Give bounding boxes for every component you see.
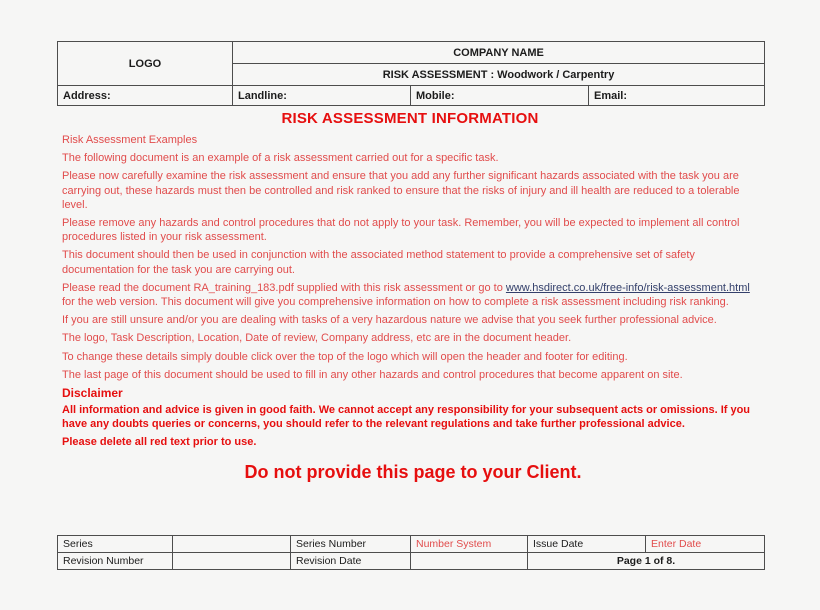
link-paragraph-after: for the web version. This document will give you comprehensive information on how to complete a risk assessment including risk ranking. <box>62 296 729 309</box>
page-title: RISK ASSESSMENT INFORMATION <box>281 110 539 127</box>
risk-assessment-link[interactable]: www.hsdirect.co.uk/free-info/risk-assessment.html <box>505 281 750 294</box>
revision-date-label: Revision Date <box>291 553 411 570</box>
revision-number-value-cell <box>173 553 291 570</box>
series-number-label: Series Number <box>291 536 411 553</box>
email-field-label: Email: <box>589 86 765 106</box>
landline-field-label: Landline: <box>233 86 411 106</box>
disclaimer-text: All information and advice is given in good faith. We cannot accept any responsibility for your subsequent acts or omissions. If you have any doubts queries or concerns, you should refer to the relevant regulations and take further professional advice. <box>62 404 751 431</box>
page-indicator: Page 1 of 8. <box>528 553 765 570</box>
revision-number-label: Revision Number <box>58 553 173 570</box>
revision-date-value-cell <box>411 553 528 570</box>
paragraph-unsure: If you are still unsure and/or you are dealing with tasks of a very hazardous nature we advise that you seek further professional advice. <box>62 314 717 327</box>
paragraph-remove-hazards: Please remove any hazards and control procedures that do not apply to your task. Remember, you will be expected to implement all control procedures listed in your risk assessment. <box>62 217 740 244</box>
document-footer-table <box>57 535 765 570</box>
paragraph-last-page: The last page of this document should be used to fill in any other hazards and control procedures that become apparent on site. <box>62 368 683 381</box>
company-name-label: COMPANY NAME <box>233 42 765 64</box>
paragraph-examine: Please now carefully examine the risk assessment and ensure that you add any further significant hazards associated with the task you are carrying out, these hazards must then be controlled and risk ranked to ensure that the risks of injury and ill health are reduced to a tolerable level. <box>62 170 740 211</box>
body-text-block <box>62 133 764 483</box>
issue-date-label: Issue Date <box>528 536 646 553</box>
enter-date-label: Enter Date <box>646 536 765 553</box>
paragraph-intro: The following document is an example of a risk assessment carried out for a specific task. <box>62 152 499 165</box>
series-value-cell <box>173 536 291 553</box>
paragraph-examples: Risk Assessment Examples <box>62 134 198 146</box>
paragraph-method-statement: This document should then be used in conjunction with the associated method statement to provide a comprehensive set of safety documentation for the task you are carrying out. <box>62 249 695 276</box>
address-field-label: Address: <box>58 86 233 106</box>
mobile-field-label: Mobile: <box>411 86 589 106</box>
paragraph-change-details: To change these details simply double click over the top of the logo which will open the header and footer for editing. <box>62 350 628 363</box>
paragraph-read-document <box>62 281 764 309</box>
do-not-provide-warning: Do not provide this page to your Client. <box>244 461 582 482</box>
series-label: Series <box>58 536 173 553</box>
number-system-label: Number System <box>411 536 528 553</box>
link-paragraph-before: Please read the document RA_training_183.pdf supplied with this risk assessment or go to <box>62 281 506 294</box>
assessment-title-label: RISK ASSESSMENT : Woodwork / Carpentry <box>233 64 765 86</box>
delete-red-text-note: Please delete all red text prior to use. <box>62 436 257 449</box>
document-header-table <box>57 41 765 106</box>
disclaimer-heading: Disclaimer <box>62 386 123 401</box>
paragraph-header-info: The logo, Task Description, Location, Date of review, Company address, etc are in the document header. <box>62 332 572 345</box>
logo-placeholder: LOGO <box>58 42 233 86</box>
